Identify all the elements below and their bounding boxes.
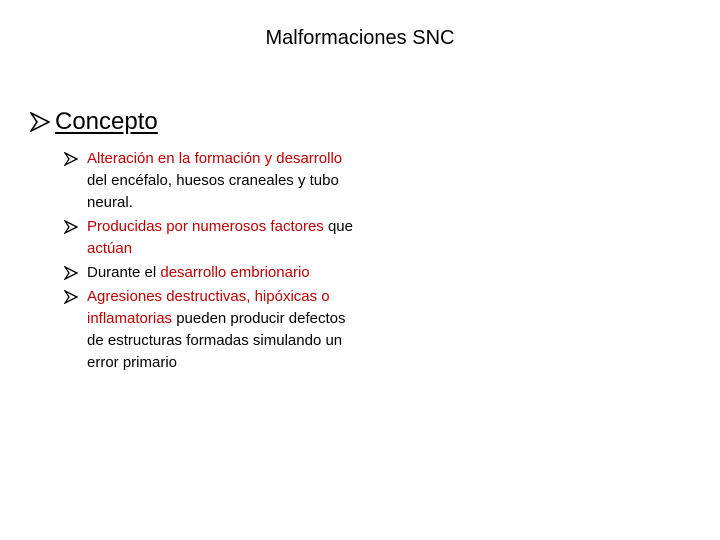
section-heading	[30, 106, 690, 138]
bullet-text	[87, 286, 364, 374]
bullet-text	[87, 148, 364, 214]
bullet-item	[64, 262, 364, 284]
bullet-text	[87, 216, 364, 260]
concept-section	[30, 106, 690, 376]
bullet-list	[30, 148, 364, 374]
slide-title: Malformaciones SNC	[265, 27, 455, 49]
section-title: Concepto	[55, 108, 158, 135]
plain-text: que	[323, 218, 353, 235]
highlighted-text: desarrollo embrionario	[160, 264, 310, 281]
arrowhead-bullet-icon	[64, 266, 78, 280]
arrowhead-bullet-icon	[64, 220, 78, 234]
bullet-item	[64, 286, 364, 374]
bullet-item	[64, 148, 364, 214]
highlighted-text: actúan	[87, 240, 133, 257]
bullet-item	[64, 216, 364, 260]
arrowhead-bullet-icon	[30, 112, 50, 132]
highlighted-text: Agresiones destructivas, hipóxicas o inflamatorias	[87, 288, 330, 327]
plain-text: del encéfalo, huesos craneales y tubo neural.	[87, 172, 339, 211]
highlighted-text: Producidas por numerosos factores	[87, 218, 324, 235]
plain-text: pueden producir defectos de estructuras formadas simulando un error primario	[87, 310, 346, 371]
arrowhead-bullet-icon	[64, 290, 78, 304]
highlighted-text: Alteración en la formación y desarrollo	[87, 150, 343, 167]
plain-text: Durante el	[87, 264, 161, 281]
arrowhead-bullet-icon	[64, 152, 78, 166]
bullet-text	[87, 262, 364, 284]
